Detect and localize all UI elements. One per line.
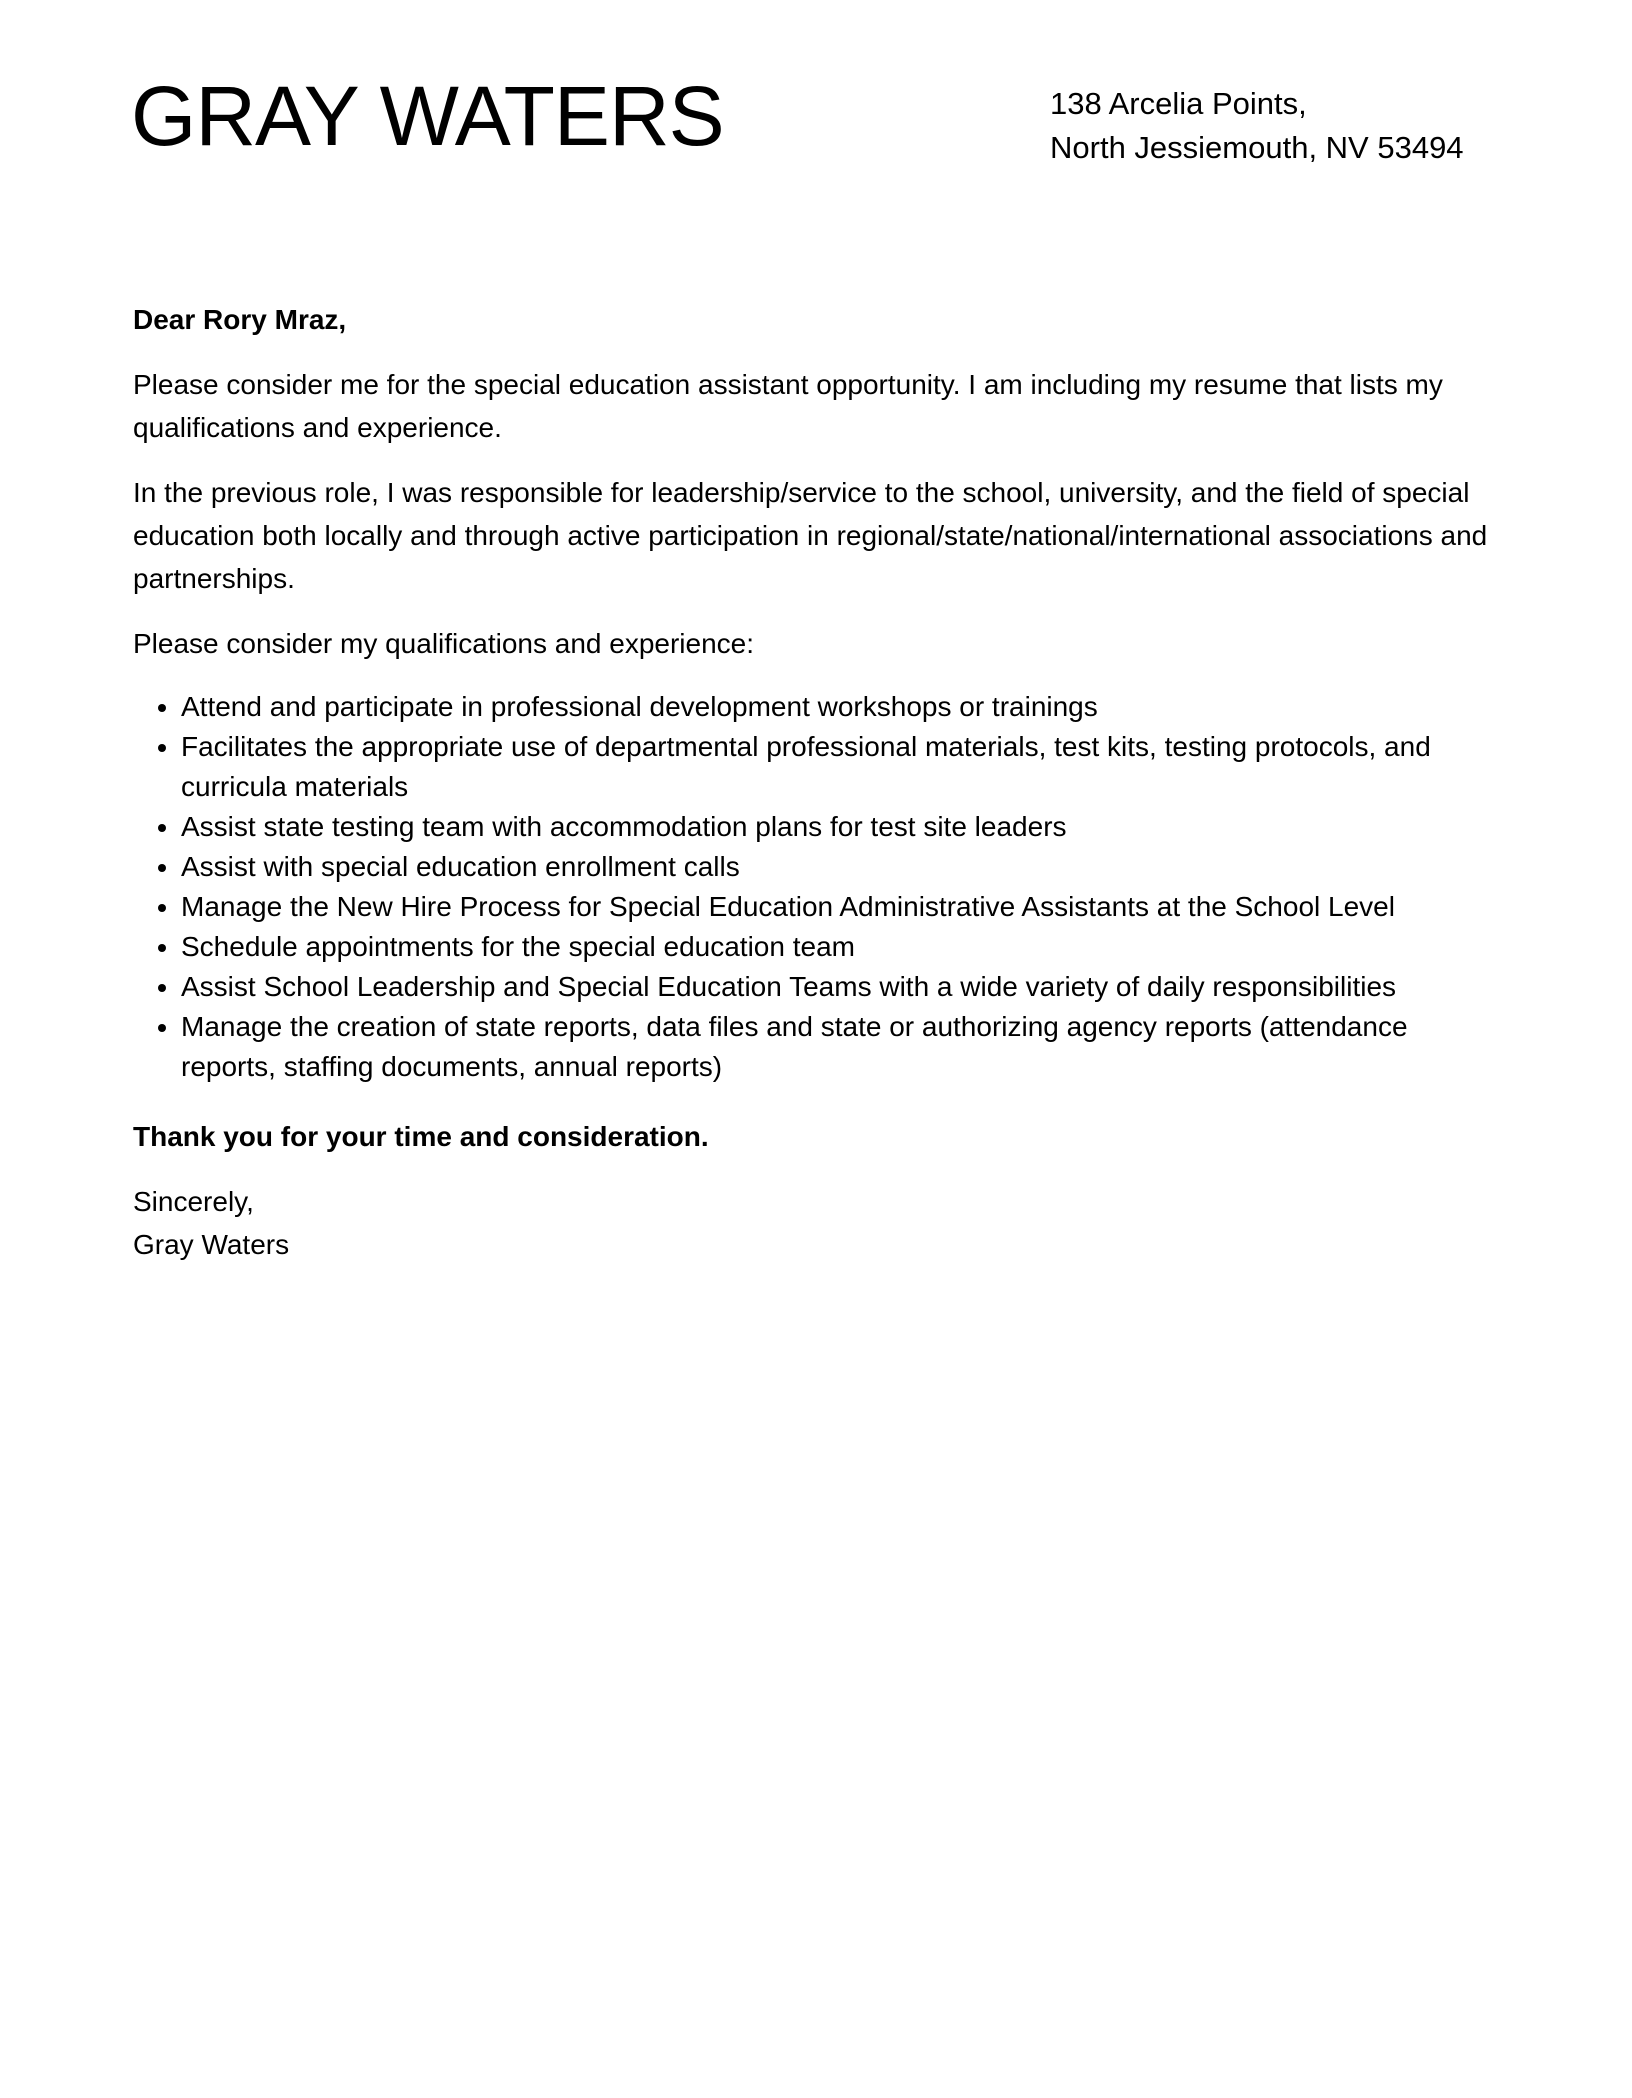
thanks-line: Thank you for your time and consideration. <box>133 1121 709 1152</box>
address-line-1: 138 Arcelia Points, <box>1050 86 1307 121</box>
list-item: • Attend and participate in professional development workshops or trainings <box>181 687 1503 727</box>
list-item: • Schedule appointments for the special education team <box>181 927 1503 967</box>
applicant-address <box>1050 82 1464 170</box>
salutation: Dear Rory Mraz, <box>133 304 347 335</box>
list-item: • Assist state testing team with accommodation plans for test site leaders <box>181 807 1503 847</box>
experience-paragraph: In the previous role, I was responsible for leadership/service to the school, university, and the field of special education both locally and through active participation in regional/state/national/international associations and partnerships. <box>133 477 1488 594</box>
list-item: • Facilitates the appropriate use of departmental professional materials, test kits, testing protocols, and curricula materials <box>181 727 1503 807</box>
list-item: • Manage the New Hire Process for Special Education Administrative Assistants at the School Level <box>181 887 1503 927</box>
list-item: • Assist School Leadership and Special Education Teams with a wide variety of daily responsibilities <box>181 967 1503 1007</box>
list-item: • Manage the creation of state reports, data files and state or authorizing agency reports (attendance reports, staffing documents, annual reports) <box>181 1007 1503 1087</box>
address-line-2: North Jessiemouth, NV 53494 <box>1050 130 1464 165</box>
intro-paragraph: Please consider me for the special education assistant opportunity. I am including my resume that lists my qualifications and experience. <box>133 369 1443 443</box>
closing: Sincerely, <box>133 1186 254 1217</box>
letter-body <box>133 298 1503 1266</box>
qualifications-intro: Please consider my qualifications and experience: <box>133 628 755 659</box>
qualifications-list <box>133 687 1503 1087</box>
signature: Gray Waters <box>133 1229 290 1260</box>
applicant-name: GRAY WATERS <box>131 69 724 163</box>
list-item: • Assist with special education enrollment calls <box>181 847 1503 887</box>
